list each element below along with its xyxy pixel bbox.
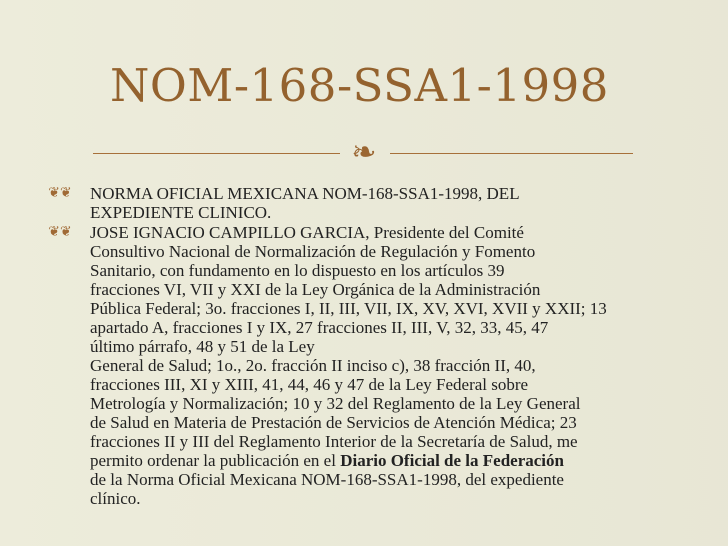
text-line: último párrafo, 48 y 51 de la Ley — [90, 337, 315, 356]
title-divider-left — [93, 153, 340, 154]
text-line: Pública Federal; 3o. fracciones I, II, III, VII, IX, XV, XVI, XVII y XXII; 13 — [90, 299, 607, 318]
text-line: JOSE IGNACIO CAMPILLO GARCIA, Presidente del Comité — [90, 223, 524, 242]
text-line: NORMA OFICIAL MEXICANA NOM-168-SSA1-1998, DEL — [90, 184, 520, 203]
ornament-icon: ❧ — [351, 135, 377, 170]
text-line: EXPEDIENTE CLINICO. — [90, 203, 272, 222]
text-line: Consultivo Nacional de Normalización de Regulación y Fomento — [90, 242, 536, 261]
bullet-ornament-icon: ❦❦ — [48, 185, 72, 201]
text-line: Sanitario, con fundamento en lo dispuesto en los artículos 39 — [90, 261, 505, 280]
text-prefix: permito ordenar la publicación en el — [90, 451, 341, 470]
title-divider-right — [390, 153, 633, 154]
slide-body — [42, 184, 692, 509]
text-line: fracciones III, XI y XIII, 41, 44, 46 y 47 de la Ley Federal sobre — [90, 375, 529, 394]
text-line: fracciones VI, VII y XXI de la Ley Orgánica de la Administración — [90, 280, 541, 299]
text-line: de la Norma Oficial Mexicana NOM-168-SSA1-1998, del expediente — [90, 470, 564, 489]
bullet-ornament-icon: ❦❦ — [48, 224, 72, 240]
text-line: apartado A, fracciones I y IX, 27 fracciones II, III, V, 32, 33, 45, 47 — [90, 318, 549, 337]
text-line: Metrología y Normalización; 10 y 32 del Reglamento de la Ley General — [90, 394, 581, 413]
text-line — [90, 451, 692, 470]
text-line: clínico. — [90, 489, 141, 508]
text-line: de Salud en Materia de Prestación de Servicios de Atención Médica; 23 — [90, 413, 577, 432]
list-item — [42, 184, 692, 222]
bold-publication-name: Diario Oficial de la Federación — [340, 451, 564, 470]
text-line: fracciones II y III del Reglamento Interior de la Secretaría de Salud, me — [90, 432, 578, 451]
text-line: General de Salud; 1o., 2o. fracción II inciso c), 38 fracción II, 40, — [90, 356, 536, 375]
list-item — [42, 223, 692, 508]
slide-title: NOM-168-SSA1-1998 — [110, 59, 609, 112]
